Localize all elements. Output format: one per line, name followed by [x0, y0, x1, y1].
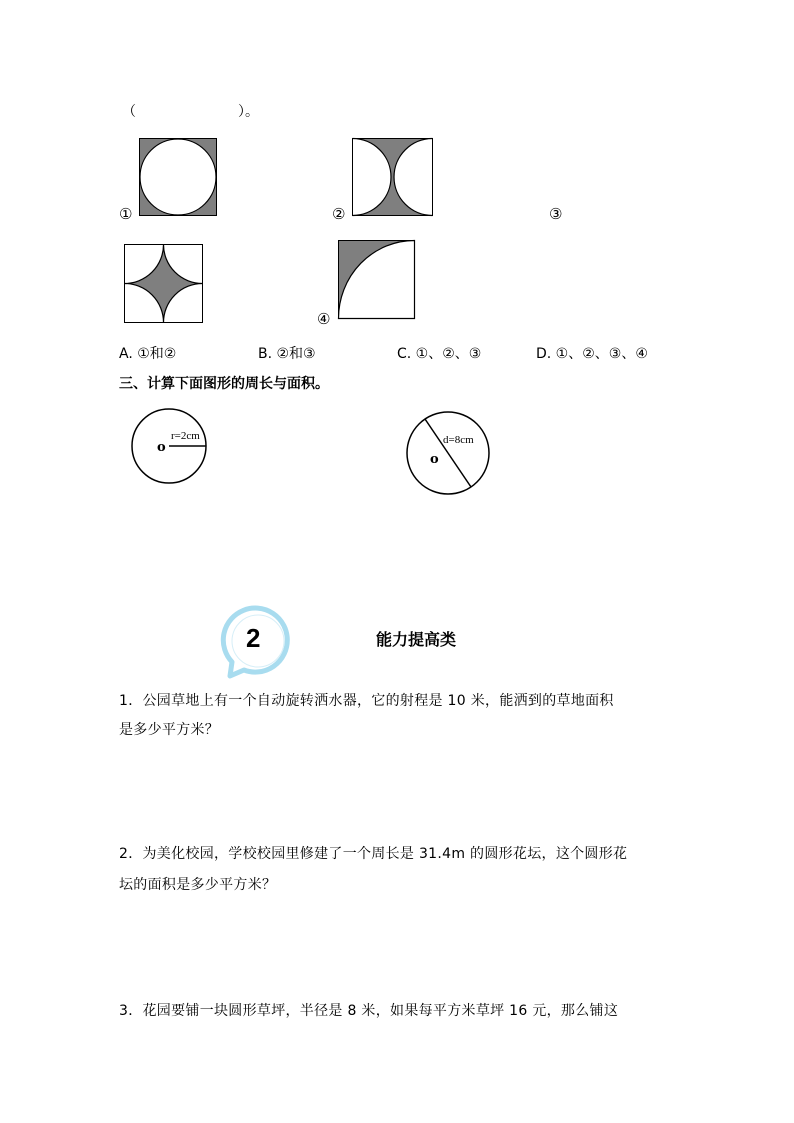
- problem-3-line-1: 3．花园要铺一块圆形草坪，半径是 8 米，如果每平方米草坪 16 元，那么铺这: [119, 1003, 619, 1019]
- problem-2-line-1: 2．为美化校园，学校校园里修建了一个周长是 31.4m 的圆形花坛，这个圆形花: [119, 846, 628, 862]
- option-c: C. ①、②、③: [397, 346, 482, 362]
- circle-radius-figure: [131, 408, 211, 486]
- section-heading: 能力提高类: [376, 630, 457, 649]
- circle1-center-label: o: [157, 440, 166, 455]
- circle-diameter-figure: [405, 412, 493, 496]
- figure-1-square-circle: [139, 138, 219, 216]
- circle1-radius-label: r=2cm: [171, 430, 200, 442]
- circle2-diameter-label: d=8cm: [443, 434, 474, 446]
- option-b: B. ②和③: [258, 346, 316, 362]
- problem-2-line-2: 坛的面积是多少平方米？: [119, 877, 277, 893]
- figure-4-square-quarter-circle: [338, 240, 418, 322]
- figure-number-4: ④: [317, 310, 331, 328]
- section-3-title: 三、计算下面图形的周长与面积。: [119, 376, 329, 392]
- answer-blank-close: ）。: [238, 104, 259, 120]
- figure-number-3: ③: [549, 205, 563, 223]
- figure-2-square-half-circles: [352, 138, 434, 218]
- figure-number-1: ①: [119, 205, 133, 223]
- problem-1-line-2: 是多少平方米？: [119, 722, 220, 738]
- answer-blank-open: （: [122, 104, 136, 120]
- option-d: D. ①、②、③、④: [536, 346, 648, 362]
- figure-number-2: ②: [332, 205, 346, 223]
- badge-number: 2: [246, 623, 261, 653]
- figure-3-square-quarter-circles: [124, 244, 204, 324]
- option-a: A. ①和②: [119, 346, 177, 362]
- problem-1-line-1: 1．公园草地上有一个自动旋转洒水器，它的射程是 10 米，能洒到的草地面积: [119, 693, 614, 709]
- circle2-center-label: o: [430, 452, 439, 467]
